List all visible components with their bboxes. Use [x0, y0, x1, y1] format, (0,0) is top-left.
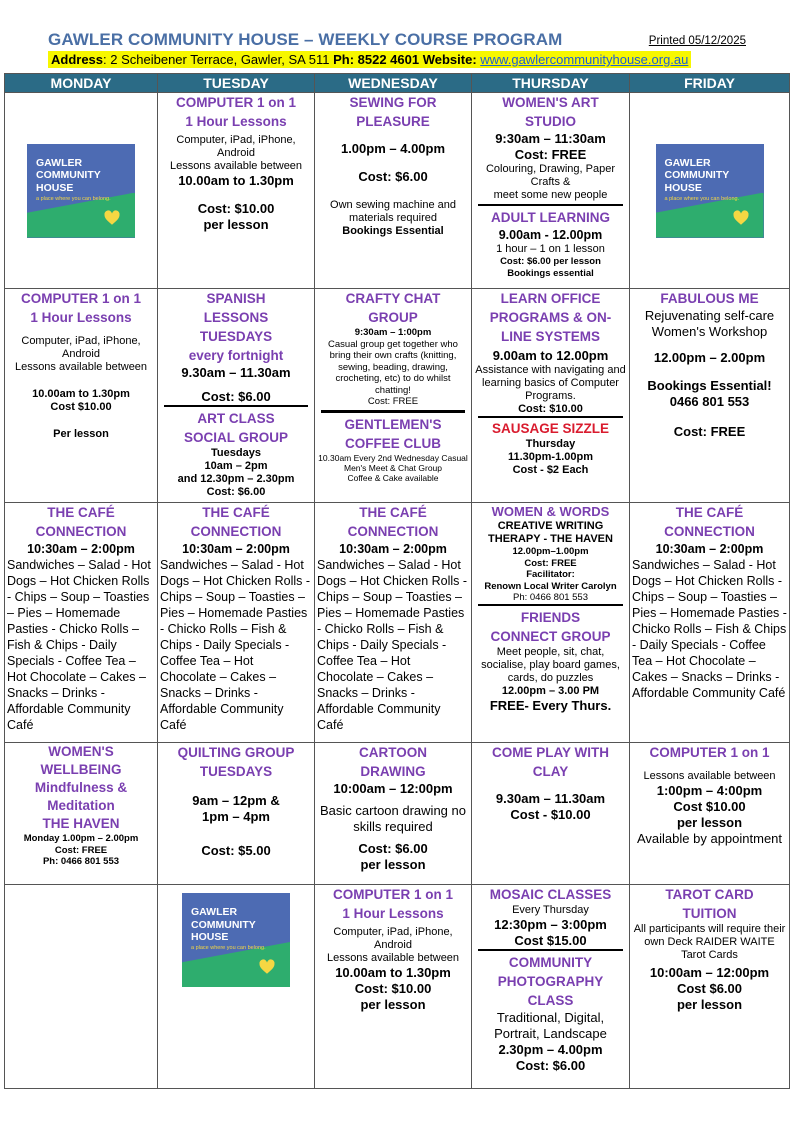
cell-thu-2: [472, 289, 630, 503]
cell-tue-5: [158, 885, 315, 1089]
course-time: 12.00pm – 2.00pm: [653, 350, 766, 365]
course-cost-2: Cost - $2 Each: [512, 464, 589, 476]
course-times: 10.00am to 1.30pm: [32, 388, 130, 400]
course-title: CRAFTY CHAT: [345, 291, 441, 306]
course-desc: Basic cartoon drawing no skills required: [320, 803, 466, 834]
cafe-menu: Sandwiches – Salad - Hot Dogs – Hot Chicken Rolls - Chips – Soup – Toasties – Pies – Homemade Pasties - Chicko Rolls – Fish & Chips - Daily Specials - Coffee Tea – Hot Chocolate – Cakes – Snacks – Drinks - Affordable Community Café: [7, 558, 151, 732]
course-cost: Cost $10.00: [50, 401, 112, 413]
course-booking: Bookings essential: [507, 267, 594, 279]
cell-fri-5: [630, 885, 790, 1089]
cell-wed-4: [315, 743, 472, 885]
course-devices: Computer, iPad, iPhone, Android: [21, 335, 141, 360]
cafe-menu: Sandwiches – Salad - Hot Dogs – Hot Chicken Rolls - Chips – Soup – Toasties – Pies – Homemade Pasties - Chicko Rolls – Fish & Chips - Daily Specials - Coffee Tea – Hot Chocolate – Cakes – Snacks – Drinks - Affordable Community Café: [632, 558, 787, 700]
course-subtitle: DRAWING: [360, 764, 426, 779]
course-writer: Renown Local Writer Carolyn: [484, 580, 617, 592]
course-times: 10.00am to 1.30pm: [335, 965, 451, 980]
course-subtitle: TUESDAYS: [199, 764, 273, 779]
cell-fri-2: [630, 289, 790, 503]
cell-tue-4: [158, 743, 315, 885]
day-header-wednesday: WEDNESDAY: [315, 74, 472, 93]
course-cost: Cost - $10.00: [510, 807, 591, 822]
course-when: Thursday: [525, 438, 576, 450]
course-booking: Bookings Essential!: [647, 378, 772, 393]
course-title: THE CAFÉ: [202, 505, 270, 520]
course-cost: Cost: $6.00: [201, 389, 271, 404]
course-between: Lessons available between: [643, 770, 776, 782]
course-title-2: COMMUNITY: [508, 955, 593, 970]
divider: [478, 949, 623, 951]
cell-wed-3: [315, 503, 472, 743]
course-free: FREE- Every Thurs.: [489, 697, 612, 713]
course-desc-2: 10.30am Every 2nd Wednesday Casual Men's Meet & Chat Group: [318, 452, 468, 473]
course-title: WOMEN'S: [48, 744, 114, 759]
timetable-row-1: [5, 93, 790, 289]
day-header-row: [5, 74, 790, 93]
course-facilitator: Facilitator:: [526, 569, 575, 580]
cell-fri-4: [630, 743, 790, 885]
phone-label: Ph: [333, 52, 350, 67]
timetable-row-4: [5, 743, 790, 885]
course-time: 9:30am – 1:00pm: [354, 327, 432, 338]
course-title: TAROT CARD: [665, 887, 754, 902]
course-cost: Cost $15.00: [514, 933, 587, 948]
course-subtitle-2: LINE SYSTEMS: [500, 329, 600, 344]
website-label: Website: [422, 52, 473, 67]
course-subtitle: CONNECTION: [664, 524, 755, 539]
course-devices: Computer, iPad, iPhone, Android: [333, 926, 453, 951]
course-devices: Computer, iPad, iPhone, Android: [176, 134, 296, 159]
course-cost: Cost: $6.00: [358, 841, 428, 856]
page-header: [48, 30, 748, 72]
course-time: 10:30am – 2:00pm: [27, 542, 135, 556]
course-title: WOMEN & WORDS: [491, 504, 610, 519]
heart-icon: [103, 209, 121, 227]
divider: [478, 604, 623, 606]
course-phone: Ph: 0466 801 553: [512, 592, 588, 603]
course-title: COMPUTER 1 on 1: [20, 291, 141, 306]
course-subtitle-2: CONNECT GROUP: [490, 628, 611, 644]
course-desc: All participants will require their own Deck RAIDER WAITE Tarot Cards: [633, 923, 786, 961]
course-cost-2: Cost: $6.00: [206, 486, 266, 498]
divider: [321, 410, 465, 413]
course-desc: Traditional, Digital, Portrait, Landscape: [494, 1010, 607, 1041]
course-title-2: ADULT LEARNING: [491, 210, 610, 225]
address-label: Address: [51, 52, 104, 67]
cell-fri-3: [630, 503, 790, 743]
course-time: 10:30am – 2:00pm: [339, 542, 447, 556]
course-per: per lesson: [203, 217, 269, 232]
course-time: 1.00pm – 4.00pm: [340, 141, 446, 156]
course-cost: Cost: FREE: [673, 424, 746, 439]
course-subtitle: CONNECTION: [347, 524, 439, 539]
divider: [478, 416, 623, 418]
course-between: Lessons available between: [169, 160, 303, 172]
course-title: SPANISH: [206, 291, 266, 306]
course-subtitle: CREATIVE WRITING THERAPY - THE HAVEN: [488, 520, 613, 545]
course-time-2: 10am – 2pm: [204, 460, 268, 472]
course-subtitle: 1 Hour Lessons: [342, 906, 444, 921]
course-subtitle-4: SOCIAL GROUP: [183, 430, 288, 445]
course-desc-2: Women's Workshop: [651, 324, 768, 339]
page-title: GAWLER COMMUNITY HOUSE – WEEKLY COURSE PROGRAM: [48, 30, 563, 49]
course-cost: Cost: $6.00: [358, 169, 428, 184]
course-subtitle-2: TUESDAYS: [199, 329, 273, 344]
cell-mon-2: [5, 289, 158, 503]
website-link[interactable]: www.gawlercommunityhouse.org.au: [480, 52, 689, 67]
course-desc: Rejuvenating self-care: [644, 308, 775, 323]
course-time: 10:00am – 12:00pm: [649, 965, 770, 980]
course-cost: Cost: $5.00: [201, 843, 271, 858]
course-subtitle: 1 Hour Lessons: [30, 310, 132, 325]
course-subtitle: CONNECTION: [190, 524, 282, 539]
phone-text: : 8522 4601: [349, 52, 423, 67]
course-title: COMPUTER 1 on 1: [332, 887, 453, 902]
course-time-2: 2.30pm – 4.00pm: [498, 1042, 603, 1057]
course-time: 12:30pm – 3:00pm: [494, 917, 607, 932]
course-title: FABULOUS ME: [660, 291, 759, 306]
course-time-2: 11.30pm-1.00pm: [508, 451, 593, 463]
day-header-monday: MONDAY: [5, 74, 158, 93]
course-cost-2: Cost: $6.00: [515, 1058, 586, 1073]
course-subtitle: TUITION: [682, 906, 737, 921]
cell-mon-1: [5, 93, 158, 289]
course-subtitle: PHOTOGRAPHY: [497, 974, 604, 989]
course-subtitle-2: COFFEE CLUB: [345, 435, 441, 451]
cell-tue-3: [158, 503, 315, 743]
course-title: CARTOON: [358, 745, 427, 760]
printed-date: Printed 05/12/2025: [648, 35, 746, 47]
course-subtitle: WELLBEING: [40, 762, 122, 777]
timetable-row-5: [5, 885, 790, 1089]
cell-thu-3: [472, 503, 630, 743]
cell-tue-2: [158, 289, 315, 503]
cell-fri-1: [630, 93, 790, 289]
gawler-community-house-logo: GAWLER COMMUNITY HOUSE a place where you can belong.: [27, 144, 135, 238]
cell-wed-1: [315, 93, 472, 289]
course-title: SEWING FOR: [349, 95, 437, 110]
cell-thu-5: [472, 885, 630, 1089]
course-subtitle-3: Meditation: [47, 798, 115, 813]
course-per: per lesson: [360, 997, 426, 1012]
course-subtitle: PROGRAMS & ON-: [489, 310, 612, 325]
course-subtitle: CONNECTION: [35, 524, 127, 539]
course-between: Lessons available between: [14, 361, 148, 373]
course-avail: Available by appointment: [636, 831, 783, 846]
day-header-thursday: THURSDAY: [472, 74, 630, 93]
course-cost: Cost: $10.00: [197, 201, 275, 216]
timetable-row-3: [5, 503, 790, 743]
address-text: : 2 Scheibener Terrace, Gawler, SA 511: [103, 52, 334, 67]
cafe-menu: Sandwiches – Salad - Hot Dogs – Hot Chicken Rolls - Chips – Soup – Toasties – Pies – Homemade Pasties - Chicko Rolls – Fish & Chips - Daily Specials - Coffee Tea – Hot Chocolate – Cakes – Snacks – Drinks - Affordable Community Café: [160, 558, 311, 732]
course-title-2: GENTLEMEN'S: [344, 416, 442, 432]
day-header-friday: FRIDAY: [630, 74, 790, 93]
course-time: 9:30am – 11:30am: [495, 131, 606, 146]
course-phone: 0466 801 553: [669, 394, 750, 409]
course-when: Every Thursday: [512, 904, 589, 916]
course-title: LEARN OFFICE: [500, 291, 601, 306]
course-title: COMPUTER 1 on 1: [649, 745, 770, 760]
course-time: 10:30am – 2:00pm: [182, 542, 290, 556]
course-time-2: 9.00am - 12.00pm: [498, 228, 603, 242]
course-desc: Own sewing machine and materials required: [330, 199, 456, 224]
course-desc-3: Coffee & Cake available: [347, 472, 439, 483]
cell-tue-1: [158, 93, 315, 289]
course-time: 9.00am to 12.00pm: [492, 348, 609, 363]
course-booking: Bookings Essential: [342, 225, 444, 237]
course-subtitle-3: every fortnight: [188, 348, 284, 363]
course-between: Lessons available between: [326, 952, 460, 964]
course-times: 10.00am to 1.30pm: [178, 173, 294, 188]
course-subtitle-2: CLASS: [527, 993, 574, 1008]
course-per: per lesson: [676, 997, 743, 1012]
course-cost: Cost $10.00: [673, 799, 746, 814]
course-title-2: ART CLASS: [197, 411, 275, 426]
gawler-community-house-logo: GAWLER COMMUNITY HOUSE a place where you can belong.: [182, 893, 290, 987]
course-subtitle: CLAY: [532, 764, 569, 779]
cell-mon-5: [5, 885, 158, 1089]
course-title-2: FRIENDS: [520, 609, 581, 625]
heart-icon: [732, 209, 750, 227]
cafe-menu: Sandwiches – Salad - Hot Dogs – Hot Chicken Rolls - Chips – Soup – Toasties – Pies – Homemade Pasties - Chicko Rolls – Fish & Chips - Daily Specials - Coffee Tea – Hot Chocolate – Cakes – Snacks – Drinks - Affordable Community Café: [317, 558, 468, 732]
course-title: THE CAFÉ: [675, 505, 744, 520]
cell-thu-4: [472, 743, 630, 885]
course-time-2: 1pm – 4pm: [202, 809, 270, 824]
course-title: COME PLAY WITH: [491, 745, 609, 760]
course-desc: Colouring, Drawing, Paper Crafts &: [485, 163, 615, 188]
course-cost: Cost $6.00: [676, 981, 743, 996]
course-subtitle: GROUP: [368, 310, 418, 325]
course-title: THE CAFÉ: [47, 505, 115, 520]
cell-thu-1: [472, 93, 630, 289]
timetable-row-2: [5, 289, 790, 503]
course-cost: Cost: FREE: [54, 844, 108, 856]
course-time: 12.00pm–1.00pm: [512, 546, 589, 557]
course-cost: Cost: FREE: [524, 557, 577, 569]
course-cost: Cost: $10.00: [518, 403, 583, 415]
course-time-2: 12.00pm – 3.00 PM: [501, 684, 600, 697]
divider: [478, 204, 623, 206]
course-cost: Cost: FREE: [514, 147, 587, 162]
course-time: 9.30am – 11.30am: [495, 791, 606, 806]
course-desc: Casual group get together who bring their own crafts (knitting, sewing, beading, drawing, crocheting, etc) to do whilst chatting!: [328, 338, 458, 396]
course-per: per lesson: [676, 815, 743, 830]
course-cost: Cost: FREE: [367, 396, 419, 407]
course-subtitle: STUDIO: [524, 114, 576, 129]
course-time-3: and 12.30pm – 2.30pm: [177, 473, 295, 485]
course-desc: Assistance with navigating and learning basics of Computer Programs.: [475, 364, 626, 402]
course-title: MOSAIC CLASSES: [489, 887, 612, 902]
course-subtitle: LESSONS: [203, 310, 269, 325]
cell-wed-2: [315, 289, 472, 503]
course-per: per lesson: [360, 857, 426, 872]
course-title: THE CAFÉ: [359, 505, 427, 520]
course-title: QUILTING GROUP: [177, 745, 295, 760]
course-title-2: SAUSAGE SIZZLE: [491, 421, 609, 436]
course-time: 1:00pm – 4:00pm: [656, 783, 763, 798]
cell-mon-4: [5, 743, 158, 885]
course-time: 10:00am – 12:00pm: [333, 781, 453, 796]
course-cost-2: Cost: $6.00 per lesson: [500, 256, 601, 267]
gawler-community-house-logo: GAWLER COMMUNITY HOUSE a place where you can belong.: [656, 144, 764, 238]
course-subtitle-4: THE HAVEN: [42, 816, 120, 831]
course-phone: Ph: 0466 801 553: [42, 856, 120, 867]
course-when: Tuesdays: [211, 447, 261, 459]
address-line: Address: 2 Scheibener Terrace, Gawler, SA 511 Ph: 8522 4601 Website: www.gawlercommunityhouse.org.au: [48, 51, 691, 68]
cell-wed-5: [315, 885, 472, 1089]
divider: [164, 405, 308, 407]
heart-icon: [258, 958, 276, 976]
course-title: COMPUTER 1 on 1: [175, 95, 296, 110]
course-title: WOMEN'S ART: [502, 95, 599, 110]
course-subtitle: 1 Hour Lessons: [185, 114, 287, 129]
day-header-tuesday: TUESDAY: [158, 74, 315, 93]
course-cost: Cost: $10.00: [354, 981, 432, 996]
course-time: 9am – 12pm &: [192, 793, 280, 808]
course-desc: Meet people, sit, chat, socialise, play board games, cards, do puzzles: [481, 645, 620, 684]
cell-mon-3: [5, 503, 158, 743]
course-subtitle: PLEASURE: [356, 114, 430, 129]
course-time: Monday 1.00pm – 2.00pm: [23, 833, 139, 844]
course-time: 9.30am – 11.30am: [181, 365, 291, 380]
course-desc-3: 1 hour – 1 on 1 lesson: [496, 243, 605, 255]
course-timetable: [4, 73, 790, 1089]
course-subtitle-2: Mindfulness &: [34, 780, 128, 795]
course-per: Per lesson: [53, 428, 109, 440]
course-desc-2: meet some new people: [493, 189, 608, 201]
course-time: 10:30am – 2:00pm: [655, 542, 764, 556]
